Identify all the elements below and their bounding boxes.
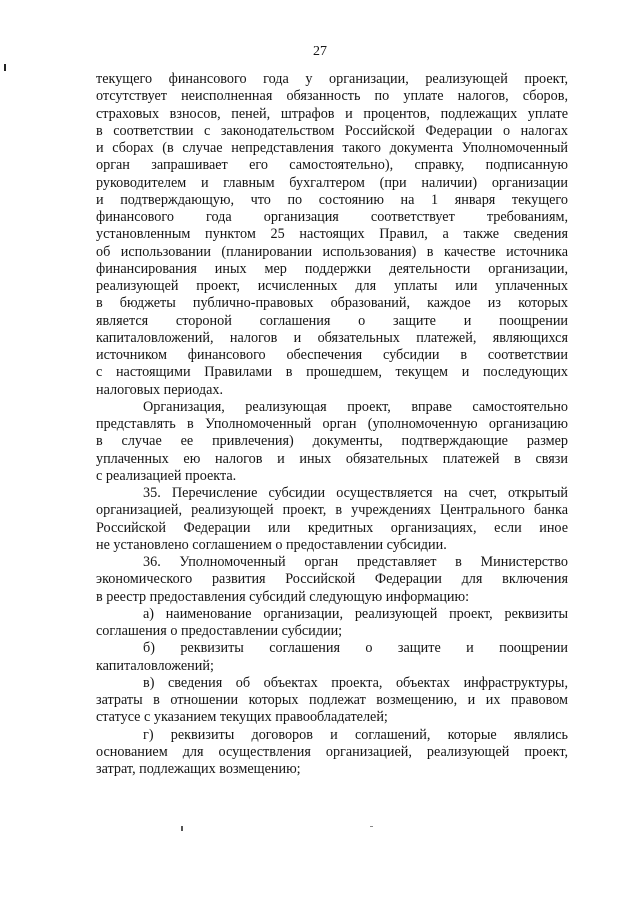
text-line: реализующей проект, исчисленных для уплаты или уплаченных [96, 278, 568, 294]
text-line: затрат, подлежащих возмещению; [96, 761, 301, 777]
text-line: капиталовложений; [96, 657, 214, 674]
text-line: основанием для осуществления организацией, реализующей проект, [96, 743, 568, 760]
text-line: а) наименование организации, реализующей проект, реквизиты [143, 605, 568, 622]
text-line: 35. Перечисление субсидии осуществляется на счет, открытый [143, 485, 568, 501]
text-line: Российской Федерации или кредитных организациях, если иное [96, 519, 568, 536]
text-line: текущего финансового года у организации, реализующей проект, [96, 71, 568, 87]
text-line: является стороной соглашения о защите и поощрении [96, 312, 568, 329]
scan-artifact-mark [181, 826, 183, 831]
text-line: в соответствии с законодательством Российской Федерации о налогах [96, 122, 568, 139]
text-line: б) реквизиты соглашения о защите и поощрении [143, 640, 568, 657]
text-line: уплаченных ею налогов и иных обязательных платежей в связи [96, 450, 568, 467]
text-line: налоговых периодах. [96, 381, 224, 398]
text-line: страховых взносов, пеней, штрафов и процентов, подлежащих уплате [96, 105, 568, 122]
text-line: статусе с указанием текущих правообладателей; [96, 709, 388, 726]
text-line: в бюджеты публично-правовых образований, каждое из которых [96, 295, 568, 312]
text-line: об использовании (планировании использования) в качестве источника [96, 243, 568, 260]
text-line: и сборах (в случае непредставления такого документа Уполномоченный [96, 140, 568, 156]
text-line: в случае ее привлечения) документы, подтверждающие размер [96, 433, 568, 450]
text-line: организацией, реализующей проект, в учреждениях Центрального банка [96, 502, 568, 519]
text-line: экономического развития Российской Федерации для включения [96, 571, 568, 588]
text-line: в) сведения об объектах проекта, объектах инфраструктуры, [143, 674, 568, 691]
text-line: Организация, реализующая проект, вправе самостоятельно [143, 398, 568, 415]
text-line: не установлено соглашением о предоставлении субсидии. [96, 536, 447, 553]
text-line: представлять в Уполномоченный орган (уполномоченную организацию [96, 416, 568, 432]
scan-artifact-mark [370, 826, 373, 827]
text-line: орган запрашивает его самостоятельно), справку, подписанную [96, 157, 568, 174]
text-line: финансирования иных мер поддержки деятельности организации, [96, 260, 568, 277]
text-line: установленным пунктом 25 настоящих Правил, а также сведения [96, 226, 568, 243]
text-line: капиталовложений, налогов и обязательных платежей, являющихся [96, 329, 568, 346]
text-line: и подтверждающую, что по состоянию на 1 января текущего [96, 191, 568, 208]
text-line: в реестр предоставления субсидий следующую информацию: [96, 588, 470, 605]
text-line: финансового года организация соответствует требованиям, [96, 209, 568, 225]
text-line: 36. Уполномоченный орган представляет в Министерство [143, 554, 568, 570]
page-number: 27 [313, 44, 327, 59]
text-line: с реализацией проекта. [96, 467, 237, 484]
text-line: источником финансового обеспечения субсидии в соответствии [96, 347, 568, 363]
text-line: руководителем и главным бухгалтером (при наличии) организации [96, 174, 568, 191]
scan-artifact-mark [4, 64, 6, 71]
text-line: г) реквизиты договоров и соглашений, которые являлись [143, 726, 568, 743]
text-line: соглашения о предоставлении субсидии; [96, 623, 343, 639]
document-body [96, 71, 568, 778]
text-line: отсутствует неисполненная обязанность по уплате налогов, сборов, [96, 88, 568, 105]
text-line: затраты в отношении которых подлежат возмещению, и их правовом [96, 692, 568, 708]
text-line: с настоящими Правилами в прошедшем, текущем и последующих [96, 364, 568, 381]
